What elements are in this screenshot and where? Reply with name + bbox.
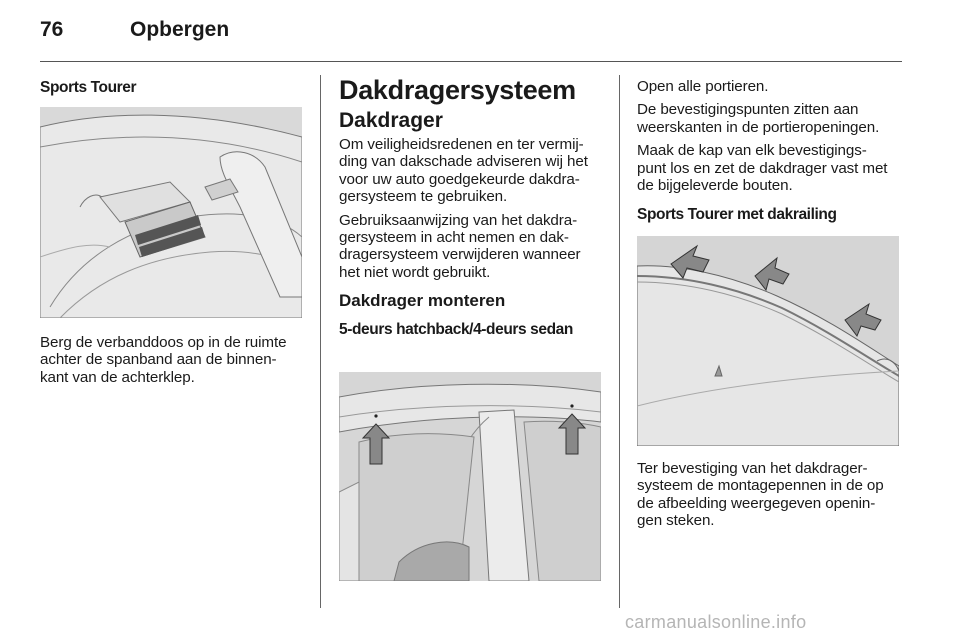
chapter-title: Opbergen [130,18,230,41]
paragraph-mounting-points: De bevestigingspunten zitten aan weerskanten in de portieropeningen. [637,101,880,136]
page-header [40,18,900,48]
section-heading-sports-tourer: Sports Tourer [40,79,137,96]
column-1-text [40,334,310,392]
column-divider-1 [320,75,321,608]
subsection-dakdrager-monteren: Dakdrager monteren [339,291,506,311]
roof-rail-mounting-points-illustration-icon [637,236,899,446]
paragraph-open-doors: Open alle portieren. [637,78,769,95]
paragraph-safety-advice: Om veiligheidsredenen en ter vermij- ding van dakschade adviseren wij het voor uw auto goedgekeurde dakdra- gersysteem te gebruiken. [339,136,588,206]
paragraph-mounting-pins: Ter bevestiging van het dakdrager- systeem de montagepennen in de op de afbeelding weergegeven openin- gen steken. [637,460,884,530]
paragraph-instructions: Gebruiksaanwijzing van het dakdra- gersysteem in acht nemen en dak- dragersysteem verwijderen wanneer het niet wordt gebruikt. [339,211,581,281]
paragraph-first-aid-kit: Berg de verbanddoos op in de ruimte achter de spanband aan de binnen- kant van de achterklep. [40,334,287,386]
column-divider-2 [619,75,620,608]
title-dakdragersysteem: Dakdragersysteem [339,75,576,105]
page-number: 76 [40,18,64,41]
paragraph-remove-cap: Maak de kap van elk bevestigings- punt los en zet de dakdrager vast met de bijgeleverde bouten. [637,142,888,195]
column-1 [40,75,304,97]
column-3-text-bottom [637,460,907,536]
subheading-hatchback-sedan: 5-deurs hatchback/4-deurs sedan [339,321,573,339]
section-dakdrager: Dakdrager [339,109,443,132]
column-2 [339,75,603,339]
watermark: carmanualsonline.info [625,612,807,632]
subheading-sports-tourer-rail: Sports Tourer met dakrailing [637,206,837,224]
column-3 [637,75,901,224]
door-opening-mounting-points-illustration-icon [339,372,601,581]
trunk-lid-interior-illustration-icon [40,107,302,318]
header-rule [40,61,902,62]
